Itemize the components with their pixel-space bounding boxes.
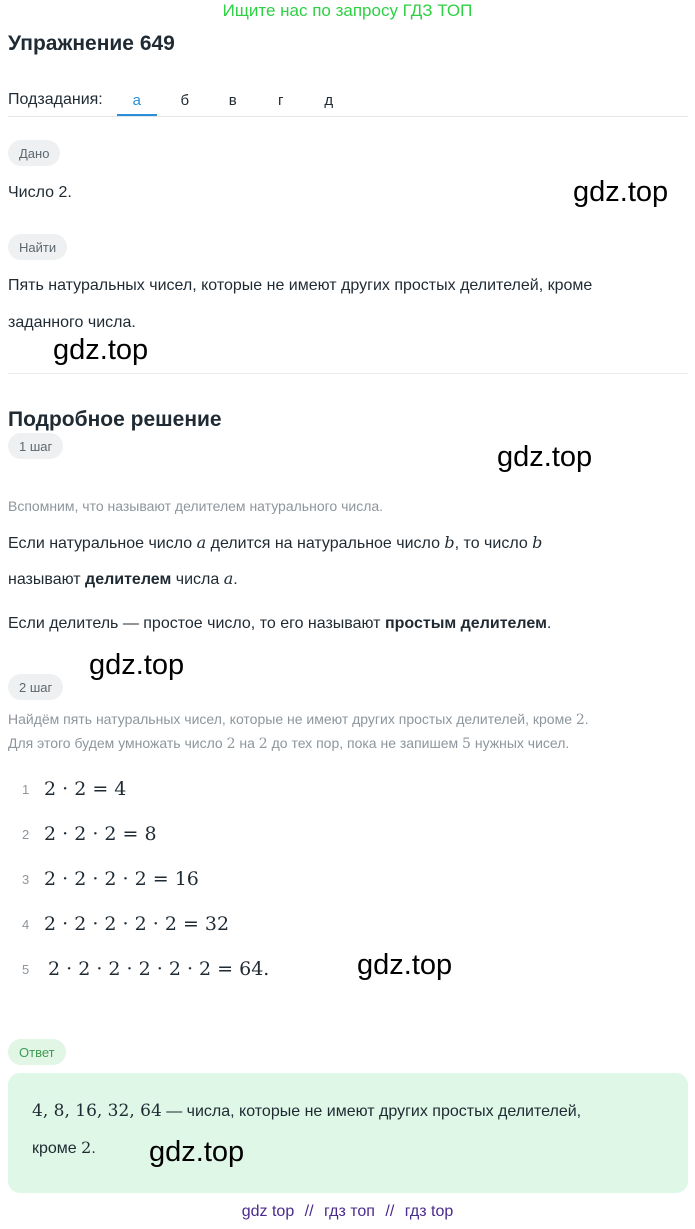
math-num: 2 <box>226 736 236 752</box>
tab-g[interactable]: г <box>277 91 284 109</box>
math-var: a <box>196 533 207 552</box>
subtasks-label: Подзадания: <box>8 91 103 108</box>
step2-pill: 2 шаг <box>8 674 63 700</box>
given-pill: Дано <box>8 140 60 166</box>
step1-note: Вспомним, что называют делителем натурального числа. <box>8 498 384 514</box>
step2-note-line1 <box>8 707 589 732</box>
subtask-tabs <box>113 84 353 116</box>
math-expression: 2 · 2 · 2 · 2 · 2 = 32 <box>44 913 230 935</box>
math-var: b <box>444 533 455 552</box>
text-fragment: кроме <box>32 1140 82 1157</box>
footer-separator: // <box>385 1203 395 1220</box>
footer-link[interactable]: гдз топ <box>324 1203 375 1220</box>
list-number: 5 <box>22 961 30 977</box>
math-expression: 2 · 2 · 2 = 8 <box>44 823 157 845</box>
text-fragment: нужных чисел. <box>470 735 570 751</box>
answer-pill: Ответ <box>8 1039 66 1065</box>
step1-pill: 1 шаг <box>8 433 63 459</box>
list-number: 2 <box>22 826 30 842</box>
watermark-text: gdz.top <box>53 334 149 366</box>
list-item <box>22 819 157 849</box>
find-text-line2: заданного числа. <box>8 314 136 331</box>
text-fragment: — числа, которые не имеют других простых делителей, <box>161 1103 582 1120</box>
footer-link[interactable]: гдз top <box>404 1203 454 1220</box>
tab-d[interactable]: д <box>324 91 334 109</box>
subtasks-bar <box>8 84 688 116</box>
find-pill: Найти <box>8 234 67 260</box>
text-fragment: числа <box>171 571 224 588</box>
watermark-text: gdz.top <box>89 649 185 681</box>
text-fragment: . <box>233 571 238 588</box>
tab-v[interactable]: в <box>228 91 237 109</box>
step2-note-line2 <box>8 731 569 756</box>
math-num: 2 <box>258 736 268 752</box>
text-fragment: называют <box>8 571 86 588</box>
list-item <box>22 909 229 939</box>
text-fragment: на <box>235 735 259 751</box>
text-fragment: Найдём пять натуральных чисел, которые не имеют других простых делителей, кроме <box>8 711 576 727</box>
text-fragment: Если натуральное число <box>8 535 197 552</box>
list-number: 4 <box>22 916 30 932</box>
list-item <box>22 864 199 894</box>
solution-title: Подробное решение <box>8 408 222 431</box>
footer-link[interactable]: gdz top <box>241 1203 295 1220</box>
watermark-text: gdz.top <box>149 1136 245 1168</box>
math-expression: 2 · 2 · 2 · 2 · 2 · 2 = 64. <box>48 958 270 980</box>
answer-box <box>8 1073 688 1193</box>
math-expression: 2 · 2 = 4 <box>44 778 127 800</box>
footer-separator: // <box>304 1203 314 1220</box>
math-expression: 2 · 2 · 2 · 2 = 16 <box>44 868 199 890</box>
search-banner[interactable]: Ищите нас по запросу ГДЗ ТОП <box>222 1 473 20</box>
math-num: 5 <box>462 736 471 752</box>
section-divider <box>8 373 688 374</box>
step1-definition-line1 <box>8 525 542 562</box>
math-var: a <box>223 569 234 588</box>
answer-numbers: 4, 8, 16, 32, 64 <box>32 1101 162 1121</box>
footer-links <box>0 1203 695 1221</box>
math-num: 2 <box>81 1138 92 1157</box>
tab-a[interactable]: а <box>113 84 161 116</box>
watermark-text: gdz.top <box>497 441 593 473</box>
watermark-text: gdz.top <box>573 176 669 208</box>
list-number: 3 <box>22 871 30 887</box>
text-fragment: Если делитель — простое число, то его называют <box>8 615 385 632</box>
tab-b[interactable]: б <box>180 91 190 109</box>
text-fragment: до тех пор, пока не запишем <box>267 735 463 751</box>
page-title: Упражнение 649 <box>8 32 175 55</box>
bold-term: простым делителем <box>384 615 547 632</box>
step1-definition-line2 <box>8 561 238 598</box>
list-number: 1 <box>22 781 30 797</box>
math-num: 2 <box>575 712 585 728</box>
step1-prime-divisor <box>8 606 551 642</box>
text-fragment: Для этого будем умножать число <box>8 735 227 751</box>
find-text-line1: Пять натуральных чисел, которые не имеют других простых делителей, кроме <box>8 277 593 294</box>
text-fragment: . <box>584 711 589 727</box>
text-fragment: . <box>91 1140 96 1157</box>
bold-term: делителем <box>85 571 172 588</box>
watermark-text: gdz.top <box>357 949 453 981</box>
list-item <box>22 954 269 984</box>
list-item <box>22 774 126 804</box>
text-fragment: . <box>546 615 552 632</box>
given-text: Число 2. <box>8 184 72 201</box>
answer-text <box>32 1093 662 1167</box>
text-fragment: , то число <box>454 535 533 552</box>
math-var: b <box>532 533 543 552</box>
tabs-divider <box>8 116 688 117</box>
text-fragment: делится на натуральное число <box>206 535 445 552</box>
